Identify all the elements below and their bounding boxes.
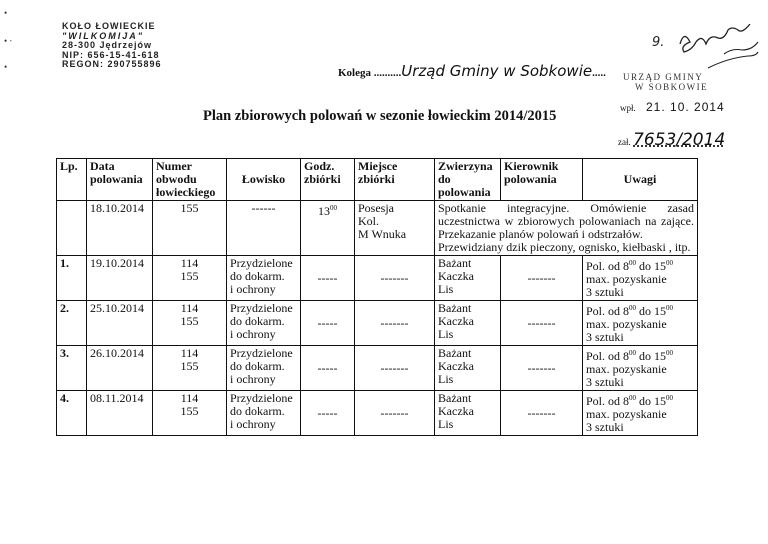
cell-kierownik: ------- <box>501 391 583 436</box>
office-stamp-line1: URZĄD GMINY <box>623 72 704 82</box>
received-date: 21. 10. 2014 <box>646 100 725 114</box>
table-row <box>57 346 698 391</box>
cell-kierownik: ------- <box>501 256 583 301</box>
cell-godz: ----- <box>301 256 355 301</box>
recipient-line: Kolega ..........Urząd Gminy w Sobkowie..... <box>338 62 606 80</box>
cell-obwod: 114 155 <box>153 301 227 346</box>
cell-miejsce: ------- <box>355 301 435 346</box>
cell-lowisko: Przydzielone do dokarm. i ochrony <box>227 346 301 391</box>
cell-lowisko: ------ <box>227 201 301 256</box>
cell-uwagi: Pol. od $8^{00}$ do $15^{00}$ max. pozyskanie 3 sztuki <box>583 391 698 436</box>
cell-miejsce: ------- <box>355 346 435 391</box>
reference-label: zał. <box>618 137 631 147</box>
table-row <box>57 256 698 301</box>
club-name: KOŁO ŁOWIECKIE <box>62 21 156 31</box>
cell-godz: ----- <box>301 391 355 436</box>
header-date: Data polowania <box>87 159 153 201</box>
cell-zwierzyna: Bażant Kaczka Lis <box>435 346 501 391</box>
cell-remark: Spotkanie integracyjne. Omówienie zasad uczestnictwa w zbiorowych polowaniach na zające. Przekazanie planów polowań i odstrzałów. Przewidziany dzik pieczony, ognisko, kiełbaski , itp. <box>435 201 698 256</box>
header-zwierzyna: Zwierzyna do polowania <box>435 159 501 201</box>
handwritten-signature <box>650 24 760 70</box>
cell-lp: 4. <box>57 391 87 436</box>
recipient-handwritten: Urząd Gminy w Sobkowie <box>401 62 593 80</box>
club-nickname: "WILKOMIJA" <box>62 30 145 41</box>
cell-miejsce: ------- <box>355 391 435 436</box>
page-title: Plan zbiorowych polowań w sezonie łowieckim 2014/2015 <box>203 108 557 124</box>
header-obwod: Numer obwodu łowieckiego <box>153 159 227 201</box>
table-row <box>57 201 698 256</box>
reference-number <box>618 130 725 150</box>
cell-obwod: 114 155 <box>153 256 227 301</box>
cell-godz: ----- <box>301 346 355 391</box>
svg-text:9.: 9. <box>652 35 665 50</box>
cell-lowisko: Przydzielone do dokarm. i ochrony <box>227 256 301 301</box>
cell-lp: 2. <box>57 301 87 346</box>
cell-date: 26.10.2014 <box>87 346 153 391</box>
header-godz: Godz. zbiórki <box>301 159 355 201</box>
margin-dot: • <box>4 62 8 72</box>
cell-lp: 3. <box>57 346 87 391</box>
cell-lowisko: Przydzielone do dokarm. i ochrony <box>227 391 301 436</box>
cell-obwod: 114 155 <box>153 391 227 436</box>
cell-date: 08.11.2014 <box>87 391 153 436</box>
cell-uwagi: Pol. od $8^{00}$ do $15^{00}$ max. pozyskanie 3 sztuki <box>583 301 698 346</box>
reference-value: 7653/2014 <box>633 130 726 150</box>
cell-zwierzyna: Bażant Kaczka Lis <box>435 256 501 301</box>
cell-kierownik: ------- <box>501 301 583 346</box>
office-stamp <box>623 72 708 92</box>
cell-obwod: 114 155 <box>153 346 227 391</box>
cell-godz: $13^{00}$ <box>301 201 355 256</box>
cell-zwierzyna: Bażant Kaczka Lis <box>435 301 501 346</box>
hunt-plan-table <box>56 158 698 436</box>
header-lp: Lp. <box>57 159 87 201</box>
cell-uwagi: Pol. od $8^{00}$ do $15^{00}$ max. pozyskanie 3 sztuki <box>583 256 698 301</box>
cell-lp: 1. <box>57 256 87 301</box>
club-nip: NIP: 656-15-41-618 <box>62 49 160 60</box>
header-miejsce: Miejsce zbiórki <box>355 159 435 201</box>
received-label: wpł. <box>620 103 636 113</box>
club-regon: REGON: 290755896 <box>62 59 162 69</box>
cell-date: 19.10.2014 <box>87 256 153 301</box>
cell-lowisko: Przydzielone do dokarm. i ochrony <box>227 301 301 346</box>
office-stamp-line2: W SOBKOWIE <box>635 82 709 92</box>
cell-date: 25.10.2014 <box>87 301 153 346</box>
cell-miejsce: ------- <box>355 256 435 301</box>
table-row <box>57 301 698 346</box>
cell-date: 18.10.2014 <box>87 201 153 256</box>
cell-miejsce: Posesja Kol. M Wnuka <box>355 201 435 256</box>
cell-obwod: 155 <box>153 201 227 256</box>
table-row <box>57 391 698 436</box>
club-stamp <box>62 22 162 70</box>
header-kierownik: Kierownik polowania <box>501 159 583 201</box>
header-uwagi: Uwagi <box>583 159 698 201</box>
margin-dot: • <box>4 8 8 18</box>
recipient-label: Kolega <box>338 67 371 79</box>
header-lowisko: Łowisko <box>227 159 301 201</box>
cell-godz: ----- <box>301 301 355 346</box>
cell-zwierzyna: Bażant Kaczka Lis <box>435 391 501 436</box>
table-header-row <box>57 159 698 201</box>
cell-kierownik: ------- <box>501 346 583 391</box>
club-address: 28-300 Jędrzejów <box>62 40 153 50</box>
received-stamp <box>620 100 725 114</box>
cell-uwagi: Pol. od $8^{00}$ do $15^{00}$ max. pozyskanie 3 sztuki <box>583 346 698 391</box>
margin-dot: • ‧ <box>4 36 13 46</box>
